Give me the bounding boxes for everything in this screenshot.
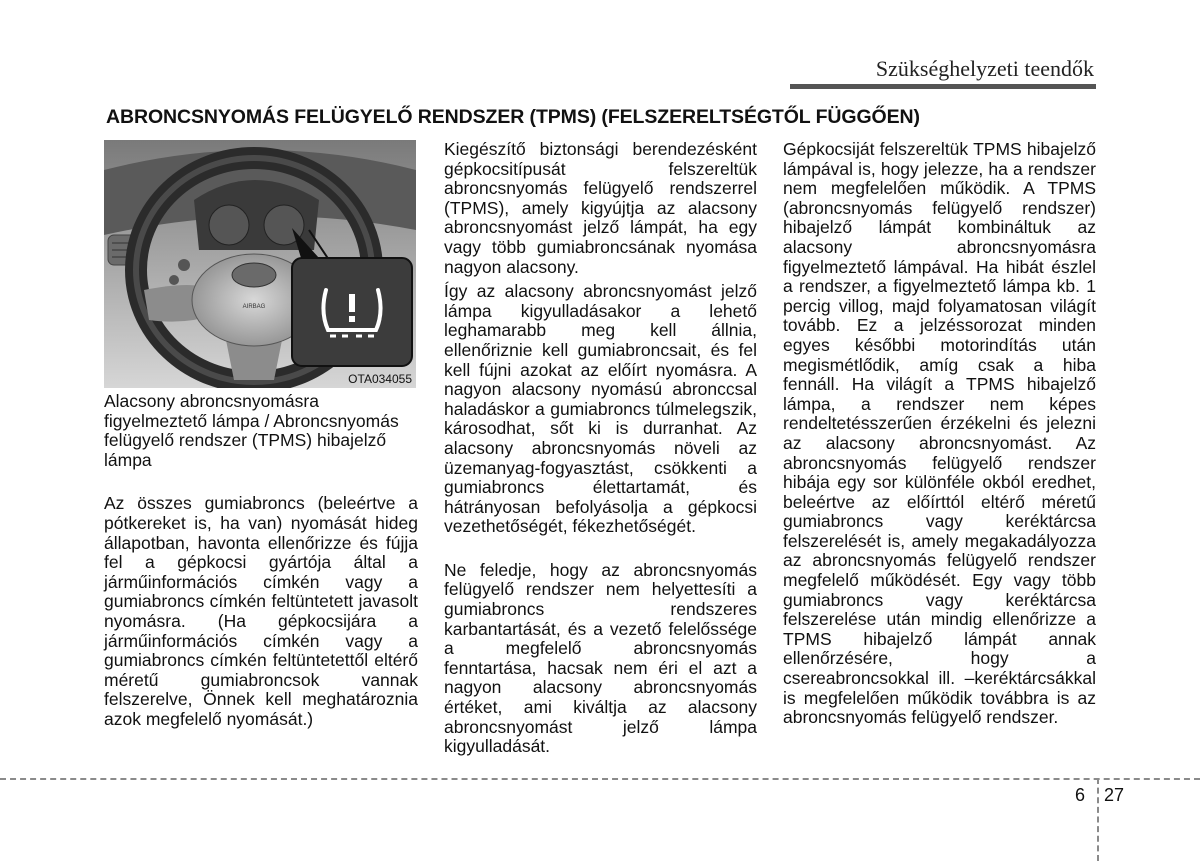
paragraph: Így az alacsony abroncsnyomást jelző lámpa kigyulladásakor a lehető leghamarabb meg kell állnia, ellenőriznie kell gumiabroncsait, és fel kell fújni azokat az előírt nyomásra. A nagyon alacsony nyomású abronccsal haladáskor a gumiabroncs túlmelegszik, károsodhat, sőt ki is durranhat. Az alacsony abroncsnyomás növeli az üzemanyag-fogyasztást, csökkenti a gumiabroncs élettartamát, és hátrányosan befolyásolja a gépkocsi vezethetőségét, fékezhetőségét. — [444, 281, 757, 537]
column-2 — [444, 140, 757, 757]
running-header: Szükséghelyzeti teendők — [875, 56, 1094, 81]
figure-caption: Alacsony abroncsnyomásra figyelmeztető lámpa / Abroncsnyomás felügyelő rendszer (TPMS) hibajelző lámpa — [104, 391, 399, 470]
steering-wheel-figure — [104, 140, 416, 388]
column-3 — [783, 140, 1096, 728]
steering-wheel-illustration — [104, 140, 416, 388]
paragraph: Ne feledje, hogy az abroncsnyomás felügyelő rendszer nem helyettesíti a gumiabroncs rendszeres karbantartását, és a vezető felelőssége a megfelelő abroncsnyomás fenntartása, hacsak nem éri el azt a nagyon alacsony abroncsnyomás értéket, ami kiváltja az alacsony abroncsnyomást jelző lámpa kigyulladását. — [444, 559, 757, 757]
airbag-label: AIRBAG — [242, 304, 266, 310]
paragraph: Az összes gumiabroncs (beleértve a pótkereket is, ha van) nyomását hideg állapotban, havonta ellenőrizze és fújja fel a gépkocsi gyártója által a járműinformációs címkén vagy a gumiabroncs címkén feltüntetett javasolt nyomásra. (Ha gépkocsijára a járműinformációs címkén vagy a gumiabroncs címkén feltüntetettől eltérő méretű gumiabroncsok vannak felszerelve, Önnek kell meghatároznia azok megfelelő nyomását.) — [104, 493, 418, 729]
chapter-number: 6 — [1075, 785, 1086, 805]
column-1 — [104, 392, 418, 730]
page-number: 27 — [1104, 785, 1125, 805]
paragraph: Kiegészítő biztonsági berendezésként gépkocsitípusát felszereltük abroncsnyomás felügyelő rendszerrel (TPMS), amely kigyújtja az alacsony abroncsnyomást jelző lámpát, ha egy vagy több gumiabroncsának nyomása nagyon alacsony. — [444, 139, 757, 277]
footer-divider — [0, 778, 1200, 780]
header-rule — [790, 84, 1096, 89]
figure-code: OTA034055 — [348, 372, 412, 386]
paragraph: Gépkocsiját felszereltük TPMS hibajelző lámpával is, hogy jelezze, ha a rendszer nem megfelelően működik. A TPMS (abroncsnyomás felügyelő rendszer) hibajelző lámpát kombináltuk az alacsony abroncsnyomásra figyelmeztető lámpával. Ha hibát észlel a rendszer, a figyelmeztető lámpa kb. 1 percig villog, majd folyamatosan világít tovább. Ez a jelzéssorozat minden egyes későbbi motorindítás után megismétlődik, amíg csak a hiba fennáll. Ha világít a TPMS hibajelző lámpa, a rendszer nem képes rendeltetésszerűen érzékelni és jelezni az alacsony abroncsnyomást. Az abroncsnyomás felügyelő rendszer hibája egy sor különféle okból eredhet, beleértve az előírttól eltérő méretű gumiabroncs vagy keréktárcsa felszerelését is, amely megakadályozza az abroncsnyomás felügyelő rendszer megfelelő működését. Egy vagy több gumiabroncs vagy keréktárcsa felszerelése után mindig ellenőrizze a TPMS hibajelző lámpát annak ellenőrzésére, hogy a csereabroncsokkal ill. –keréktárcsákkal is megfelelően működik továbbra is az abroncsnyomás felügyelő rendszer. — [783, 139, 1096, 728]
page-number-separator — [1097, 778, 1099, 861]
section-title: ABRONCSNYOMÁS FELÜGYELŐ RENDSZER (TPMS) (FELSZERELTSÉGTŐL FÜGGŐEN) — [106, 106, 920, 128]
